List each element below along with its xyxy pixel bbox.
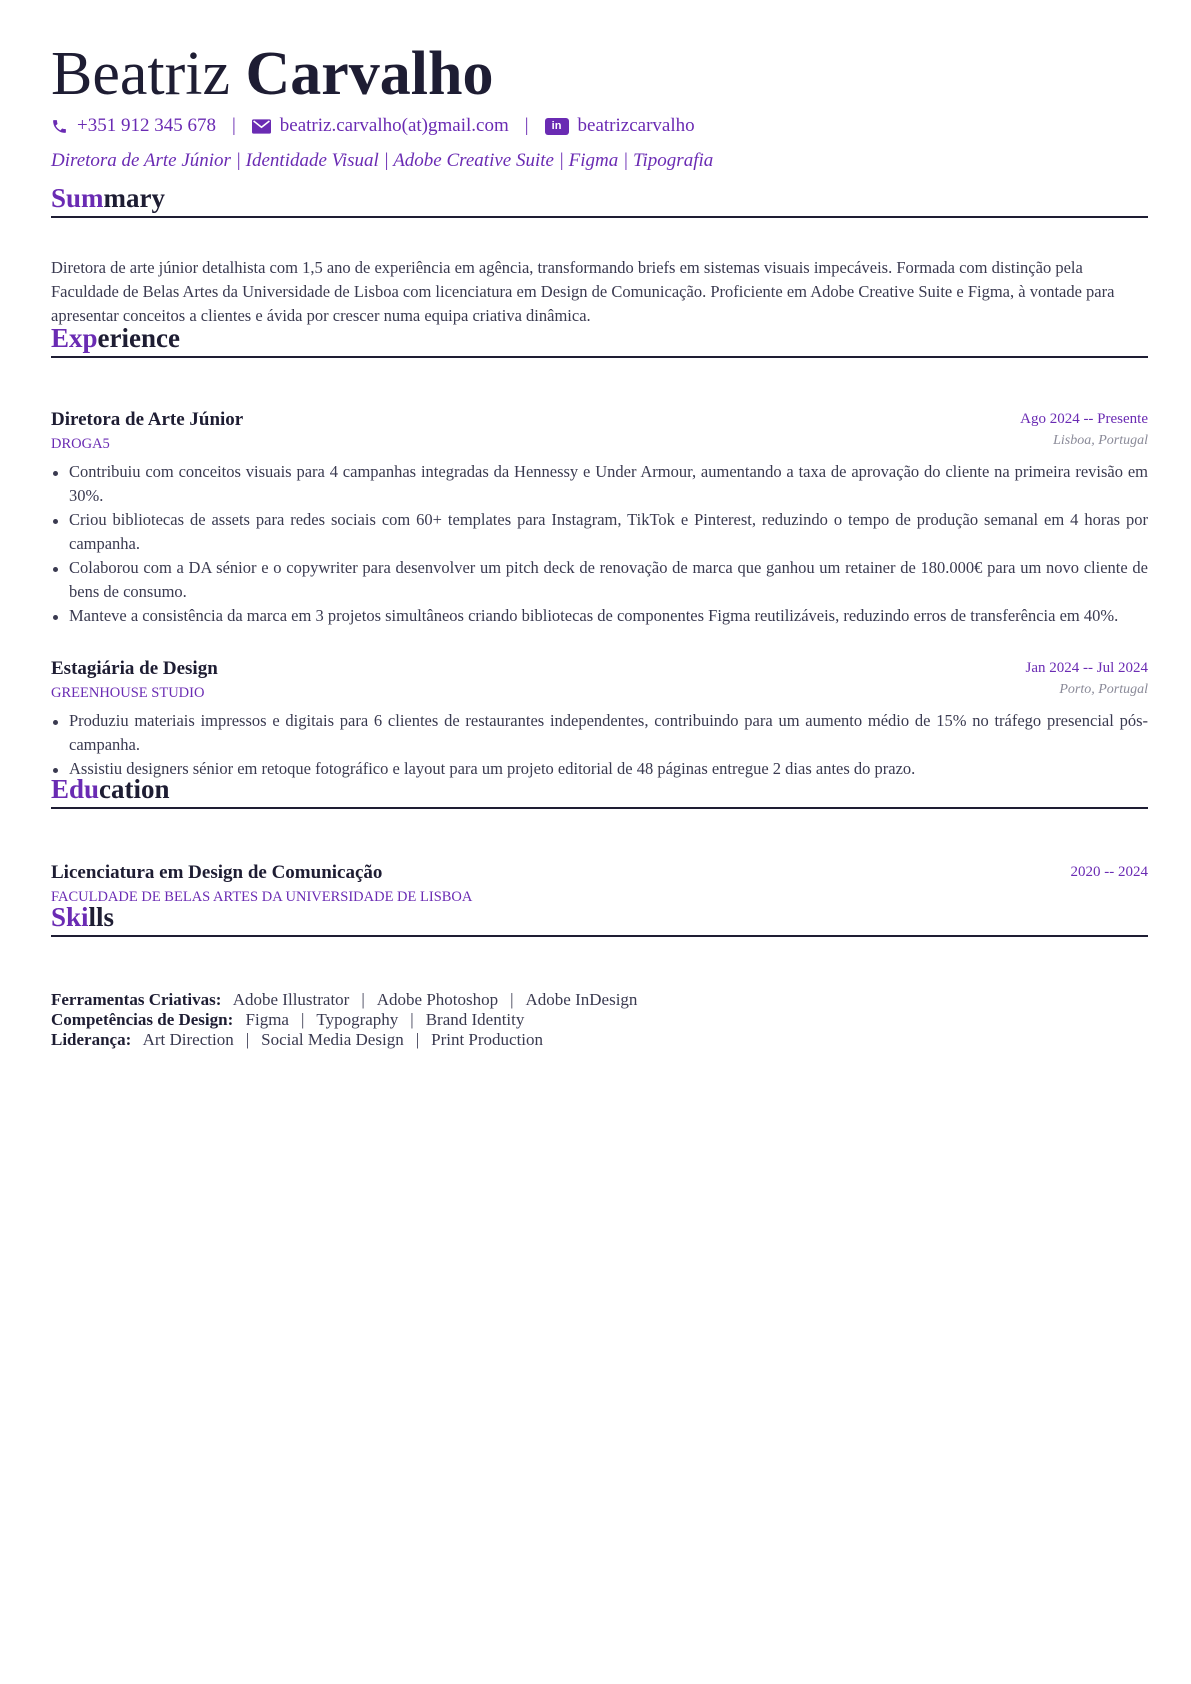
summary-heading [51,182,1148,218]
email-contact[interactable] [252,115,509,137]
job-entry [51,657,1148,781]
education-heading-accent: Edu [51,774,100,804]
skill-separator: | [410,1010,414,1029]
skill-row [51,1010,1148,1030]
skill-item: Adobe Photoshop [376,990,499,1009]
skills-heading [51,901,1148,937]
skill-item: Social Media Design [261,1030,404,1049]
job-bullet: Produziu materiais impressos e digitais para 6 clientes de restaurantes independentes, contribuindo para um aumento médio de 15% no tráfego presencial pós-campanha. [51,709,1148,757]
job-bullet: Colaborou com a DA sénior e o copywriter para desenvolver um pitch deck de renovação de marca que ganhou um retainer de 180.000€ para um novo cliente de bens de consumo. [51,556,1148,604]
phone-contact[interactable] [51,115,216,137]
skill-separator: | [361,990,365,1009]
job-location: Lisboa, Portugal [1053,433,1148,448]
skill-separator: | [510,990,514,1009]
skill-item: Brand Identity [425,1010,525,1029]
school-name: FACULDADE DE BELAS ARTES DA UNIVERSIDADE DE LISBOA [51,889,473,905]
job-bullet: Criou bibliotecas de assets para redes sociais com 60+ templates para Instagram, TikTok e Pinterest, reduzindo o tempo de produção semanal em 4 horas por campanha. [51,508,1148,556]
job-dates: Jan 2024 -- Jul 2024 [1025,660,1148,676]
job-location: Porto, Portugal [1059,682,1148,697]
education-heading [51,773,1148,809]
job-bullets [51,709,1148,781]
skill-item: Typography [316,1010,399,1029]
phone-number: +351 912 345 678 [77,115,216,136]
linkedin-icon [545,118,569,135]
job-bullet: Assistiu designers sénior em retoque fotográfico e layout para um projeto editorial de 48 páginas entregue 2 dias antes do prazo. [51,757,1148,781]
tagline: Diretora de Arte Júnior | Identidade Visual | Adobe Creative Suite | Figma | Tipografia [51,150,714,171]
education-dates: 2020 -- 2024 [1070,864,1148,880]
experience-heading [51,322,1148,358]
job-role: Estagiária de Design [51,658,218,679]
first-name: Beatriz [51,40,231,108]
linkedin-badge: in [545,118,569,135]
skill-separator: | [300,1010,305,1029]
skill-row [51,990,1148,1010]
summary-heading-accent: Sum [51,183,104,213]
mail-icon [252,119,271,134]
last-name: Carvalho [245,40,494,108]
skill-item: Art Direction [142,1030,234,1049]
job-bullets [51,460,1148,628]
skills-heading-accent: Ski [51,902,89,932]
skill-category: Ferramentas Criativas: [51,990,222,1009]
skill-category: Liderança: [51,1030,132,1049]
contact-bar [51,113,695,139]
summary-text: Diretora de arte júnior detalhista com 1,5 ano de experiência em agência, transformando briefs em sistemas visuais impecáveis. Formada com distinção pela Faculdade de Belas Artes da Universidade de Lisboa com licenciatura em Design de Comunicação. Proficiente em Adobe Creative Suite e Figma, à vontade para apresentar conceitos a clientes e ávida por crescer numa equipa criativa dinâmica. [51,258,1115,325]
job-bullet: Manteve a consistência da marca em 3 projetos simultâneos criando bibliotecas de componentes Figma reutilizáveis, reduzindo erros de transferência em 40%. [51,604,1148,628]
email-address: beatriz.carvalho(at)gmail.com [279,115,509,136]
contact-separator: | [524,115,529,136]
candidate-name [51,38,494,110]
job-entry [51,408,1148,628]
phone-icon [51,118,68,135]
skills-heading-rest: lls [88,902,115,932]
education-heading-rest: cation [99,774,170,804]
skill-item: Figma [245,1010,289,1029]
summary-heading-rest: mary [103,183,166,213]
job-bullet: Contribuiu com conceitos visuais para 4 campanhas integradas da Hennessy e Under Armour, aumentando a taxa de aprovação do cliente na primeira revisão em 30%. [51,460,1148,508]
experience-heading-accent: Exp [51,323,98,353]
linkedin-handle: beatrizcarvalho [577,115,695,136]
skill-row [51,1030,1148,1050]
job-dates: Ago 2024 -- Presente [1020,411,1148,427]
skill-separator: | [245,1030,250,1049]
skill-item: Print Production [431,1030,544,1049]
job-role: Diretora de Arte Júnior [51,409,244,430]
skill-item: Adobe InDesign [525,990,638,1009]
skill-item: Adobe Illustrator [232,990,350,1009]
job-company: GREENHOUSE STUDIO [51,685,205,701]
skill-category: Competências de Design: [51,1010,234,1029]
skills-list [51,990,1148,1050]
degree-title: Licenciatura em Design de Comunicação [51,862,383,883]
experience-heading-rest: erience [97,323,180,353]
skill-separator: | [415,1030,420,1049]
job-company: DROGA5 [51,436,110,452]
linkedin-contact[interactable] [545,115,695,137]
contact-separator: | [231,115,236,136]
